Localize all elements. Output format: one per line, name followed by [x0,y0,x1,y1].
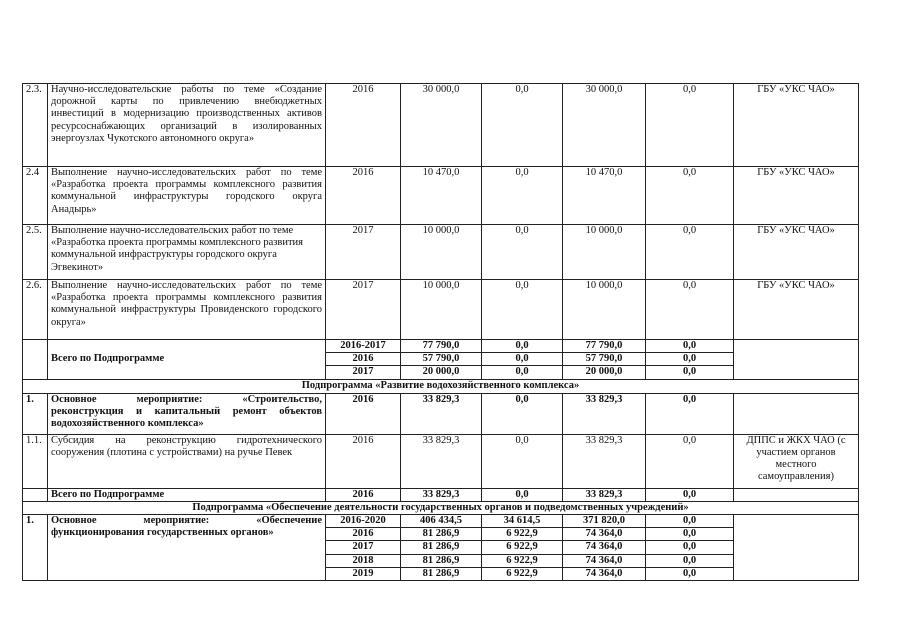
year-cell: 2016-2017 [326,340,401,353]
regional-cell: 30 000,0 [563,84,646,167]
year-cell: 2016 [326,528,401,541]
total-cell: 81 286,9 [401,541,482,554]
federal-cell: 0,0 [482,434,563,488]
table-row [23,515,859,528]
other-cell: 0,0 [646,353,734,366]
total-cell: 10 470,0 [401,167,482,225]
year-cell: 2016 [326,167,401,225]
regional-cell: 10 000,0 [563,225,646,280]
year-cell: 2016 [326,434,401,488]
other-cell: 0,0 [646,515,734,528]
total-cell: 10 000,0 [401,225,482,280]
total-cell: 406 434,5 [401,515,482,528]
regional-cell: 74 364,0 [563,528,646,541]
federal-cell: 34 614,5 [482,515,563,528]
regional-cell: 371 820,0 [563,515,646,528]
year-cell: 2016 [326,488,401,501]
program-table [22,83,859,581]
executor-cell: ГБУ «УКС ЧАО» [734,225,859,280]
federal-cell: 6 922,9 [482,567,563,580]
federal-cell: 0,0 [482,280,563,340]
activity-name: Выполнение научно-исследовательских работ по теме «Разработка проекта программы комплексного развития коммунальной инфраструктуры городского округа Эгвекинот» [48,225,326,280]
executor-cell [734,340,859,380]
row-number: 2.3. [23,84,48,167]
year-cell: 2018 [326,554,401,567]
total-cell: 81 286,9 [401,554,482,567]
year-cell: 2017 [326,225,401,280]
activity-name: Выполнение научно-исследовательских работ по теме «Разработка проекта программы комплексного развития коммунальной инфраструктуры Провиденского городского округа» [48,280,326,340]
federal-cell: 0,0 [482,366,563,379]
total-cell: 33 829,3 [401,393,482,434]
other-cell: 0,0 [646,167,734,225]
row-number: 1.1. [23,434,48,488]
row-number: 2.6. [23,280,48,340]
federal-cell: 6 922,9 [482,541,563,554]
total-cell: 81 286,9 [401,528,482,541]
executor-cell: ГБУ «УКС ЧАО» [734,84,859,167]
table-row [23,225,859,280]
row-number: 2.5. [23,225,48,280]
year-cell: 2016 [326,353,401,366]
other-cell: 0,0 [646,225,734,280]
other-cell: 0,0 [646,541,734,554]
table-row [23,167,859,225]
other-cell: 0,0 [646,84,734,167]
other-cell: 0,0 [646,554,734,567]
total-cell: 10 000,0 [401,280,482,340]
regional-cell: 33 829,3 [563,434,646,488]
subprogram-total-label: Всего по Подпрограмме [48,340,326,380]
table-row [23,280,859,340]
table-row [23,393,859,434]
subprogram-heading-row [23,501,859,514]
activity-name: Научно-исследовательские работы по теме «Создание дорожной карты по привлечению внебюджетных инвестиций в модернизацию производственных активов ресурсоснабжающих организаций в изолированных энергоузлах Чукотского автономного округа» [48,84,326,167]
total-cell: 81 286,9 [401,567,482,580]
year-cell: 2016-2020 [326,515,401,528]
federal-cell: 0,0 [482,353,563,366]
executor-cell: ГБУ «УКС ЧАО» [734,167,859,225]
other-cell: 0,0 [646,366,734,379]
federal-cell: 0,0 [482,167,563,225]
activity-name: Основное мероприятие: «Строительство, реконструкция и капитальный ремонт объектов водохозяйственного комплекса» [48,393,326,434]
federal-cell: 0,0 [482,84,563,167]
activity-name: Субсидия на реконструкцию гидротехнического сооружения (плотина с устройствами) на ручье Певек [48,434,326,488]
other-cell: 0,0 [646,567,734,580]
federal-cell: 0,0 [482,340,563,353]
total-cell: 30 000,0 [401,84,482,167]
regional-cell: 74 364,0 [563,567,646,580]
row-number: 1. [23,393,48,434]
regional-cell: 20 000,0 [563,366,646,379]
executor-cell: ГБУ «УКС ЧАО» [734,280,859,340]
regional-cell: 74 364,0 [563,554,646,567]
regional-cell: 10 470,0 [563,167,646,225]
subprogram-heading-row [23,379,859,393]
activity-name: Выполнение научно-исследовательских работ по теме «Разработка проекта программы комплексного развития коммунальной инфраструктуры городского округа Анадырь» [48,167,326,225]
total-cell: 77 790,0 [401,340,482,353]
federal-cell: 0,0 [482,488,563,501]
federal-cell: 0,0 [482,393,563,434]
table-row [23,434,859,488]
year-cell: 2017 [326,280,401,340]
executor-cell [734,488,859,501]
activity-name: Основное мероприятие: «Обеспечение функционирования государственных органов» [48,515,326,581]
year-cell: 2019 [326,567,401,580]
total-cell: 33 829,3 [401,434,482,488]
year-cell: 2017 [326,541,401,554]
other-cell: 0,0 [646,280,734,340]
total-cell: 20 000,0 [401,366,482,379]
other-cell: 0,0 [646,488,734,501]
year-cell: 2016 [326,393,401,434]
other-cell: 0,0 [646,434,734,488]
year-cell: 2017 [326,366,401,379]
year-cell: 2016 [326,84,401,167]
federal-cell: 0,0 [482,225,563,280]
executor-cell [734,515,859,581]
subprogram-title: Подпрограмма «Развитие водохозяйственного комплекса» [23,379,859,393]
executor-cell [734,393,859,434]
row-number [23,340,48,380]
regional-cell: 33 829,3 [563,488,646,501]
total-cell: 57 790,0 [401,353,482,366]
row-number [23,488,48,501]
federal-cell: 6 922,9 [482,554,563,567]
total-cell: 33 829,3 [401,488,482,501]
regional-cell: 74 364,0 [563,541,646,554]
regional-cell: 10 000,0 [563,280,646,340]
subprogram-title: Подпрограмма «Обеспечение деятельности государственных органов и подведомственных учреждений» [23,501,859,514]
regional-cell: 33 829,3 [563,393,646,434]
other-cell: 0,0 [646,528,734,541]
other-cell: 0,0 [646,393,734,434]
regional-cell: 77 790,0 [563,340,646,353]
row-number: 2.4 [23,167,48,225]
row-number: 1. [23,515,48,581]
executor-cell: ДППС и ЖКХ ЧАО (с участием органов местного самоуправления) [734,434,859,488]
other-cell: 0,0 [646,340,734,353]
table-row [23,84,859,167]
table-row [23,488,859,501]
table-row [23,340,859,353]
subprogram-total-label: Всего по Подпрограмме [48,488,326,501]
federal-cell: 6 922,9 [482,528,563,541]
regional-cell: 57 790,0 [563,353,646,366]
